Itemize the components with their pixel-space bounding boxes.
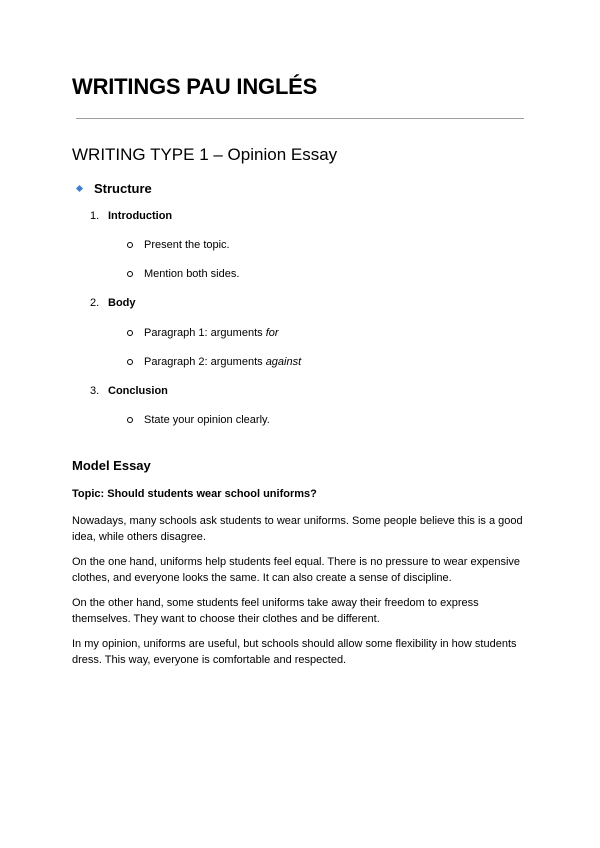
circle-bullet-icon <box>127 417 133 423</box>
item-label: Introduction <box>108 210 173 222</box>
essay-paragraph-2: On the one hand, uniforms help students feel equal. There is no pressure to wear expensive clothes, and everyone looks the same. It can also create a sense of discipline. <box>72 556 521 584</box>
essay-topic: Topic: Should students wear school uniforms? <box>72 488 317 500</box>
structure-item-body <box>90 297 136 309</box>
circle-bullet-icon <box>127 330 133 336</box>
structure-item-conclusion <box>90 385 168 397</box>
circle-bullet-icon <box>127 242 133 248</box>
sub-item <box>127 268 239 280</box>
sub-item <box>127 327 279 339</box>
sub-item-emphasis: for <box>265 327 279 339</box>
structure-item-introduction <box>90 210 172 222</box>
sub-item-text: Paragraph 2: arguments against <box>144 356 302 368</box>
circle-bullet-icon <box>127 359 133 365</box>
sub-item-emphasis: against <box>265 356 302 368</box>
sub-item <box>127 356 301 368</box>
item-number: 1. <box>90 210 100 222</box>
sub-item <box>127 414 270 426</box>
item-label: Conclusion <box>108 385 168 397</box>
item-number: 3. <box>90 385 100 397</box>
sub-item-text: State your opinion clearly. <box>144 414 270 426</box>
essay-paragraph-4: In my opinion, uniforms are useful, but schools should allow some flexibility in how students dress. This way, everyone is comfortable and respected. <box>72 638 517 666</box>
document-title: WRITINGS PAU INGLÉS <box>72 74 318 99</box>
sub-item-text: Mention both sides. <box>144 268 240 280</box>
item-number: 2. <box>90 297 100 309</box>
essay-paragraph-3: On the other hand, some students feel uniforms take away their freedom to express themselves. They want to choose their clothes and be different. <box>72 597 479 625</box>
sub-item-text: Present the topic. <box>144 239 230 251</box>
structure-heading <box>76 180 152 196</box>
circle-bullet-icon <box>127 271 133 277</box>
section-title: WRITING TYPE 1 – Opinion Essay <box>72 145 338 164</box>
structure-label: Structure <box>94 180 152 196</box>
sub-item <box>127 239 230 251</box>
essay-paragraph-1: Nowadays, many schools ask students to wear uniforms. Some people believe this is a good idea, while others disagree. <box>72 515 523 543</box>
sub-item-text: Paragraph 1: arguments for <box>144 327 279 339</box>
horizontal-rule <box>76 118 524 119</box>
diamond-bullet-icon <box>76 184 83 191</box>
item-label: Body <box>108 297 136 309</box>
model-essay-heading: Model Essay <box>72 458 151 473</box>
